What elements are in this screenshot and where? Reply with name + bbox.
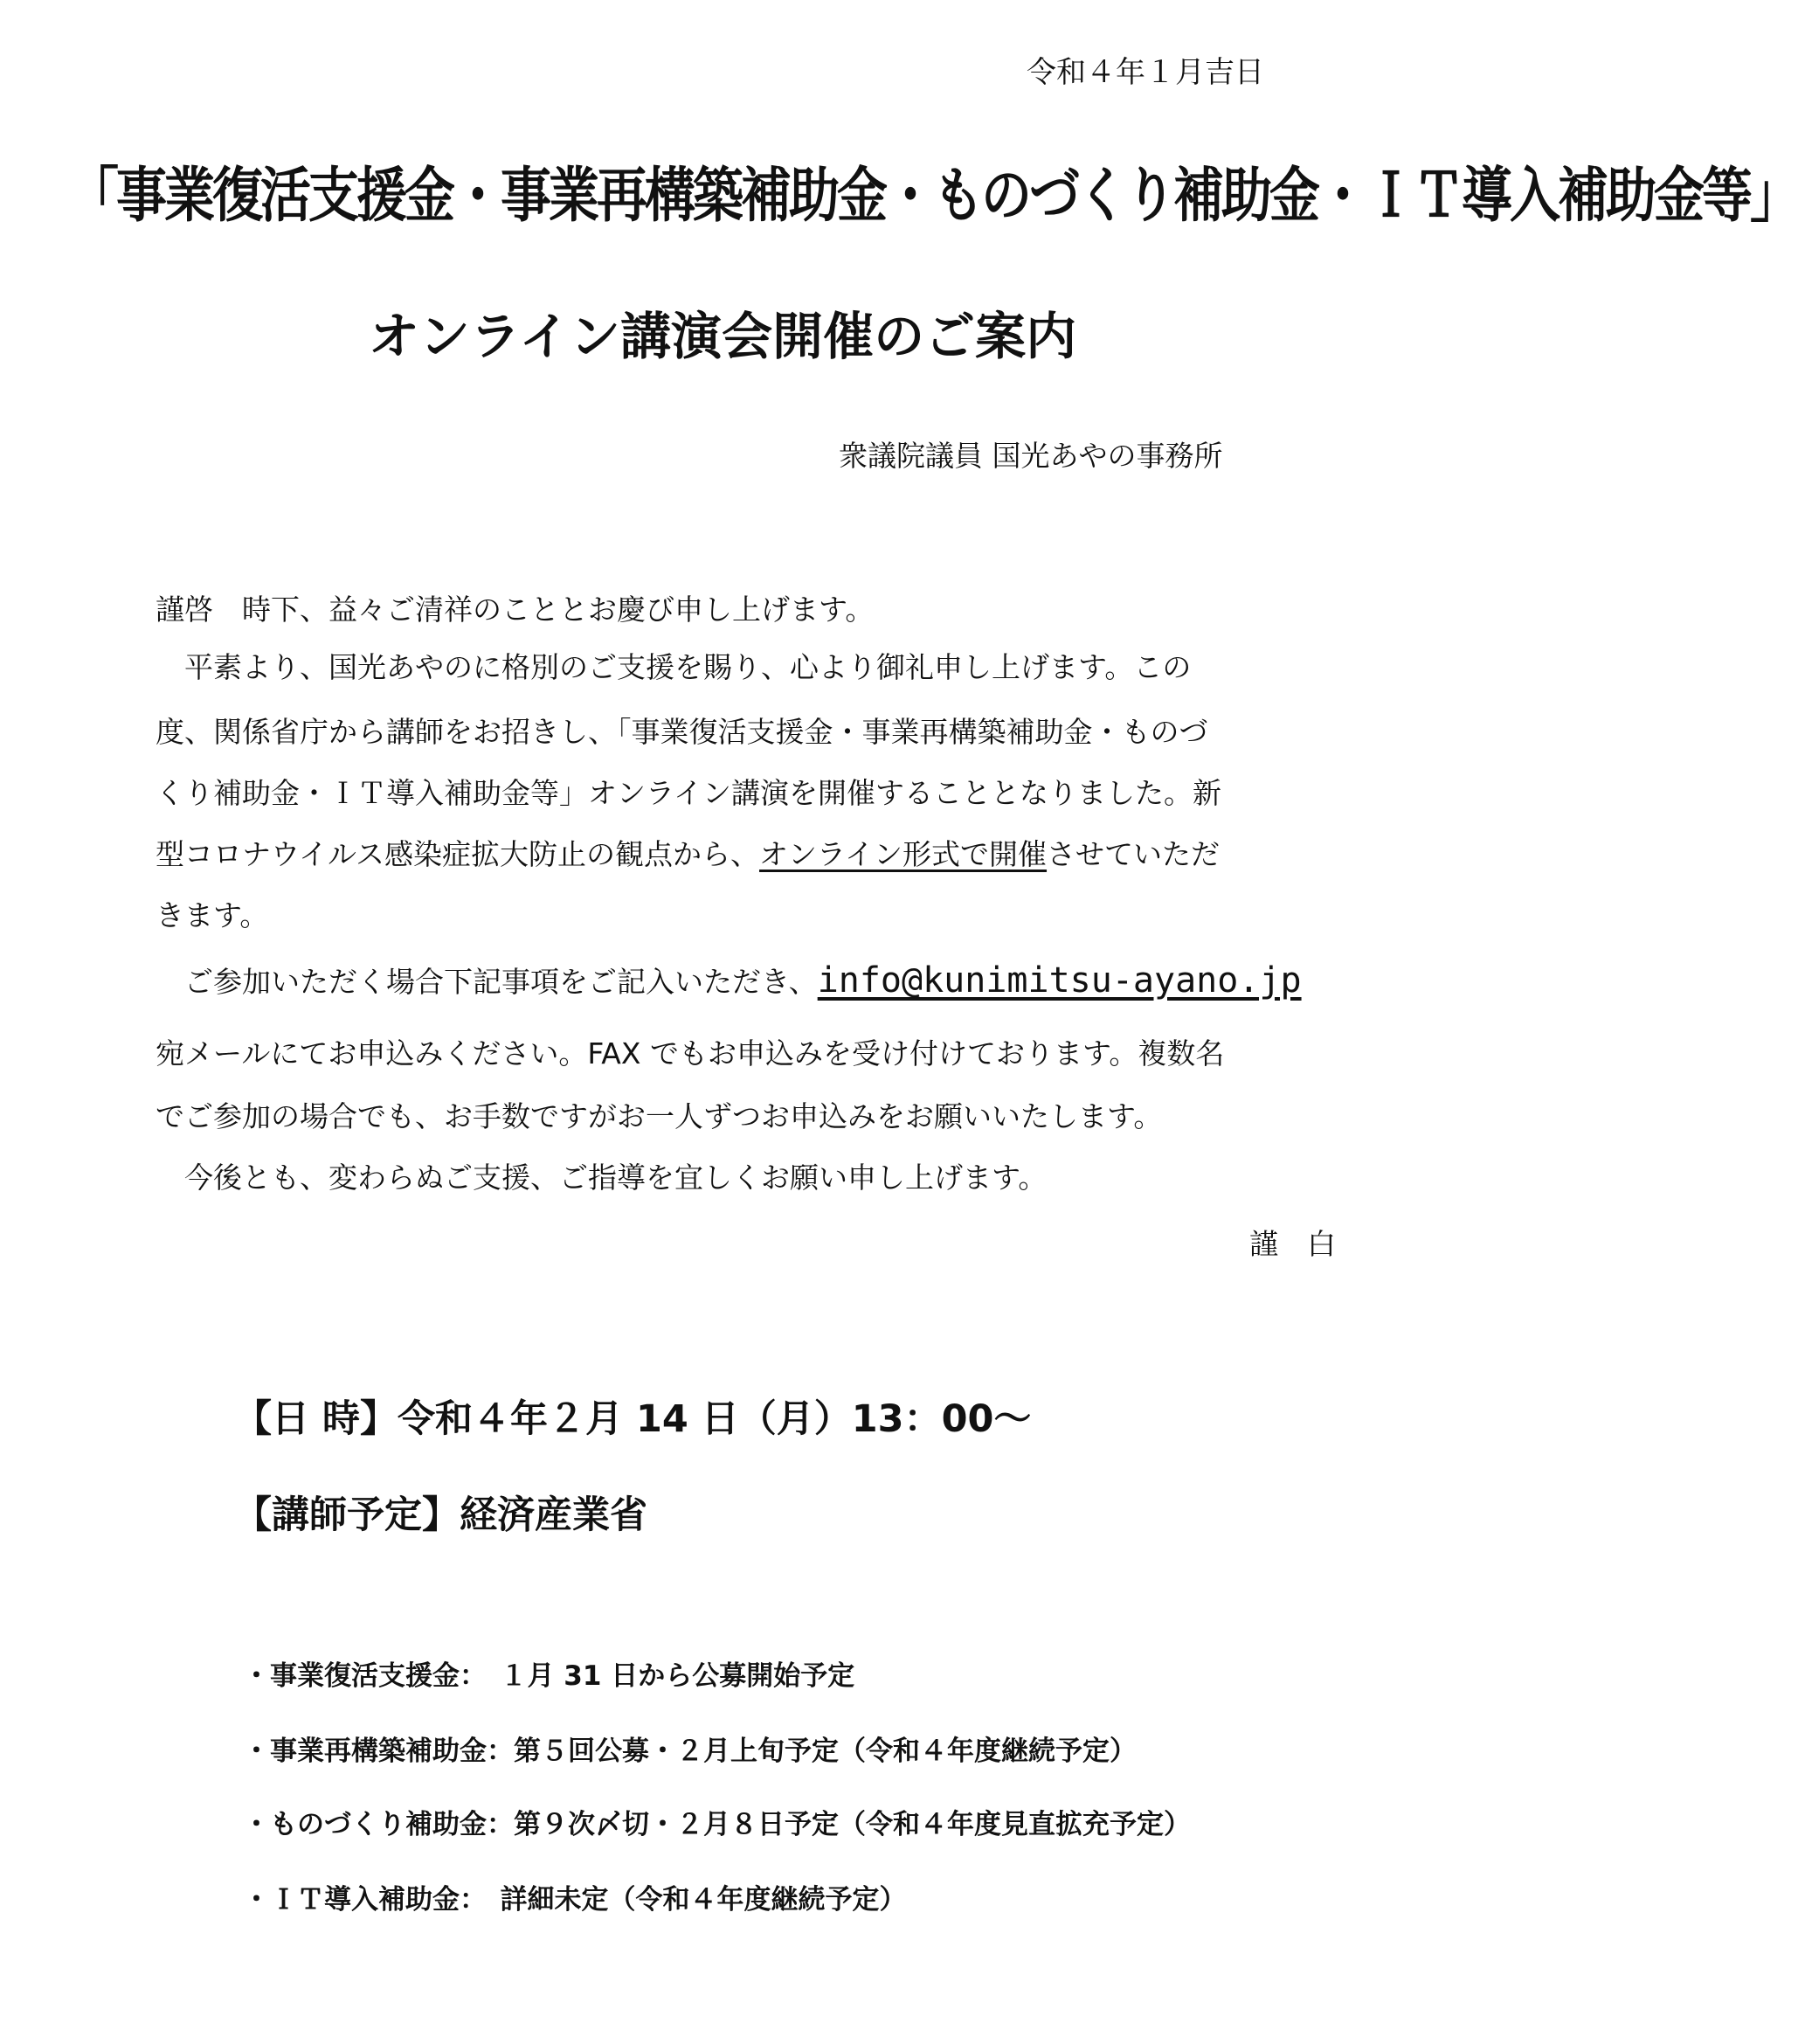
list-item: ・ＩＴ導入補助金： 詳細未定（令和４年度継続予定） xyxy=(243,1884,907,1916)
title-subsidies: 「事業復活支援金・事業再構築補助金・ものづくり補助金・ＩＴ導入補助金等」 xyxy=(68,160,1798,231)
body-line: 度、関係省庁から講師をお招きし、「事業復活支援金・事業再構築補助金・ものづ xyxy=(156,715,1208,749)
sender-office: 衆議院議員 国光あやの事務所 xyxy=(839,439,1223,473)
document-date: 令和４年１月吉日 xyxy=(1027,55,1264,90)
email-link[interactable]: info@kunimitsu-ayano.jp xyxy=(817,960,1302,1001)
body-line: 宛メールにてお申込みください。FAX でもお申込みを受け付けております。複数名 xyxy=(156,1036,1225,1071)
body-line xyxy=(156,832,1220,873)
list-item: ・事業復活支援金： １月 31 日から公募開始予定 xyxy=(243,1660,855,1692)
list-item: ・ものづくり補助金：第９次〆切・２月８日予定（令和４年度見直拡充予定） xyxy=(243,1809,1191,1840)
body-line: 今後とも、変わらぬご支援、ご指導を宜しくお願い申し上げます。 xyxy=(156,1161,1048,1195)
body-line: くり補助金・ＩＴ導入補助金等」オンライン講演を開催することとなりました。新 xyxy=(156,776,1222,810)
greeting-line: 謹啓 時下、益々ご清祥のこととお慶び申し上げます。 xyxy=(156,592,875,627)
body-text: ご参加いただく場合下記事項をご記入いただき、 xyxy=(156,965,818,999)
body-line: 平素より、国光あやのに格別のご支援を賜り、心より御礼申し上げます。この xyxy=(156,650,1192,684)
event-datetime: 【日 時】令和４年２月 14 日（月）13：00～ xyxy=(234,1397,1032,1441)
closing-word: 謹 白 xyxy=(1249,1227,1336,1261)
body-text: 型コロナウイルス感染症拡大防止の観点から、 xyxy=(156,837,760,871)
body-text: させていただ xyxy=(1047,837,1221,871)
event-lecturer: 【講師予定】経済産業省 xyxy=(234,1493,647,1537)
list-item: ・事業再構築補助金：第５回公募・２月上旬予定（令和４年度継続予定） xyxy=(243,1736,1137,1767)
body-line: きます。 xyxy=(156,898,269,932)
body-line xyxy=(156,960,1302,1001)
body-line: でご参加の場合でも、お手数ですがお一人ずつお申込みをお願いいたします。 xyxy=(156,1099,1163,1133)
title-online-lecture: オンライン講演会開催のご案内 xyxy=(368,307,1077,366)
online-format-emphasis: オンライン形式で開催 xyxy=(759,837,1048,871)
